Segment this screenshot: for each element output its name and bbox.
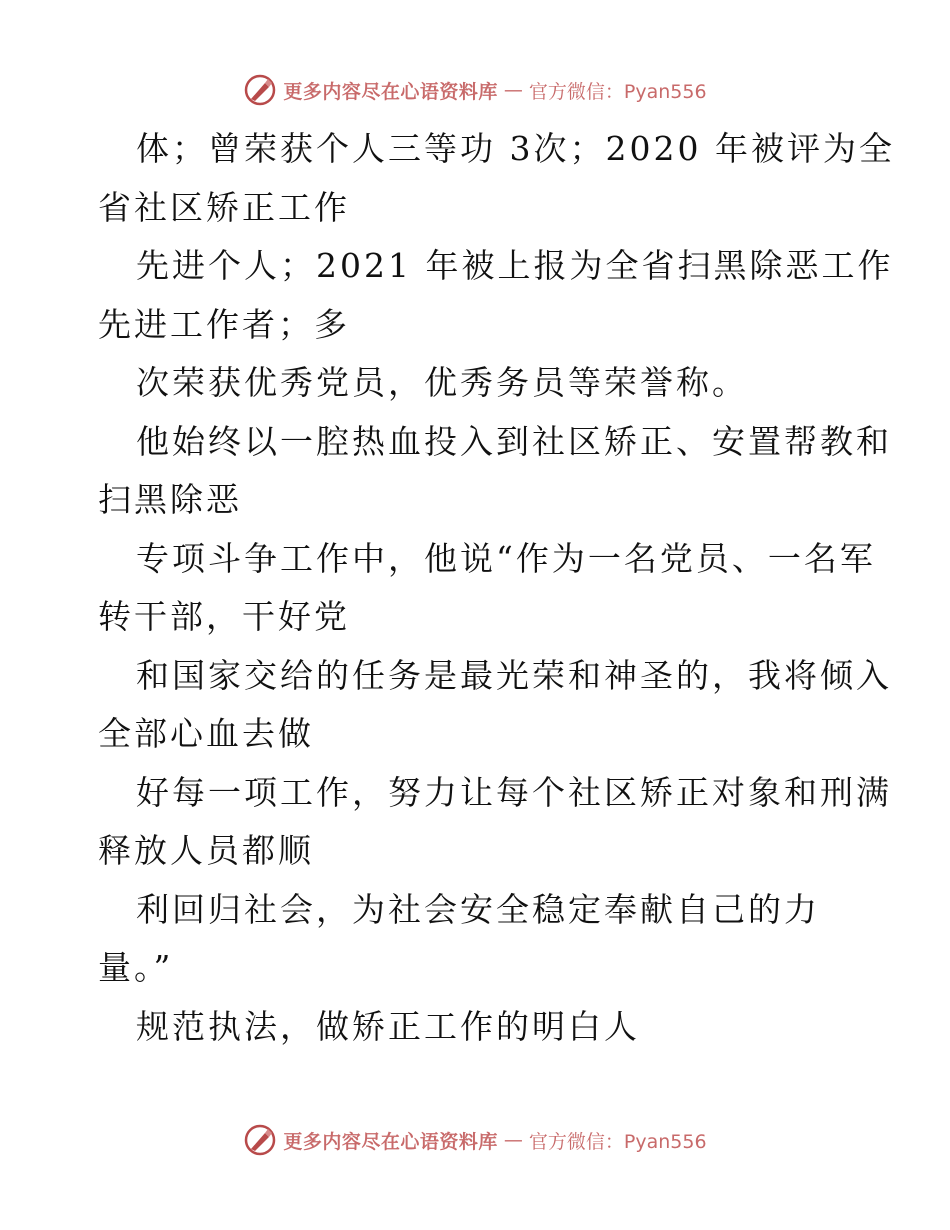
document-body	[98, 120, 895, 1056]
text-line: 扫黑除恶	[98, 480, 242, 519]
watermark-contact: 官方微信：Pyan556	[528, 1130, 707, 1153]
header-watermark	[0, 70, 950, 110]
text-line: 体；曾荣获个人三等功 3次；2020 年被评为全	[136, 129, 895, 168]
pen-logo-icon	[243, 1123, 277, 1157]
pen-logo-icon	[243, 73, 277, 107]
watermark-text: 更多内容尽在心语资料库	[283, 1130, 498, 1153]
watermark-text: 更多内容尽在心语资料库	[283, 80, 498, 103]
text-line: 次荣获优秀党员，优秀务员等荣誉称。	[136, 363, 748, 402]
text-line: 转干部，干好党	[98, 597, 350, 636]
text-line: 省社区矫正工作	[98, 187, 350, 227]
text-line: 利回归社会，为社会安全稳定奉献自己的力	[136, 889, 820, 929]
watermark-separator: —	[503, 1129, 523, 1151]
text-line: 专项斗争工作中，他说“作为一名党员、一名军	[136, 538, 876, 578]
text-line: 好每一项工作，努力让每个社区矫正对象和刑满	[136, 772, 892, 812]
text-line: 他始终以一腔热血投入到社区矫正、安置帮教和	[136, 421, 892, 461]
text-line: 先进工作者；多	[98, 304, 350, 344]
text-line: 量。”	[98, 948, 174, 987]
text-line: 全部心血去做	[98, 714, 314, 753]
text-line: 释放人员都顺	[98, 831, 314, 870]
text-line: 先进个人；2021 年被上报为全省扫黑除恶工作	[136, 246, 894, 285]
text-line: 和国家交给的任务是最光荣和神圣的，我将倾入	[136, 655, 892, 695]
text-line: 规范执法，做矫正工作的明白人	[136, 1006, 640, 1046]
watermark-contact: 官方微信：Pyan556	[528, 80, 707, 103]
footer-watermark	[0, 1120, 950, 1160]
watermark-separator: —	[503, 79, 523, 101]
